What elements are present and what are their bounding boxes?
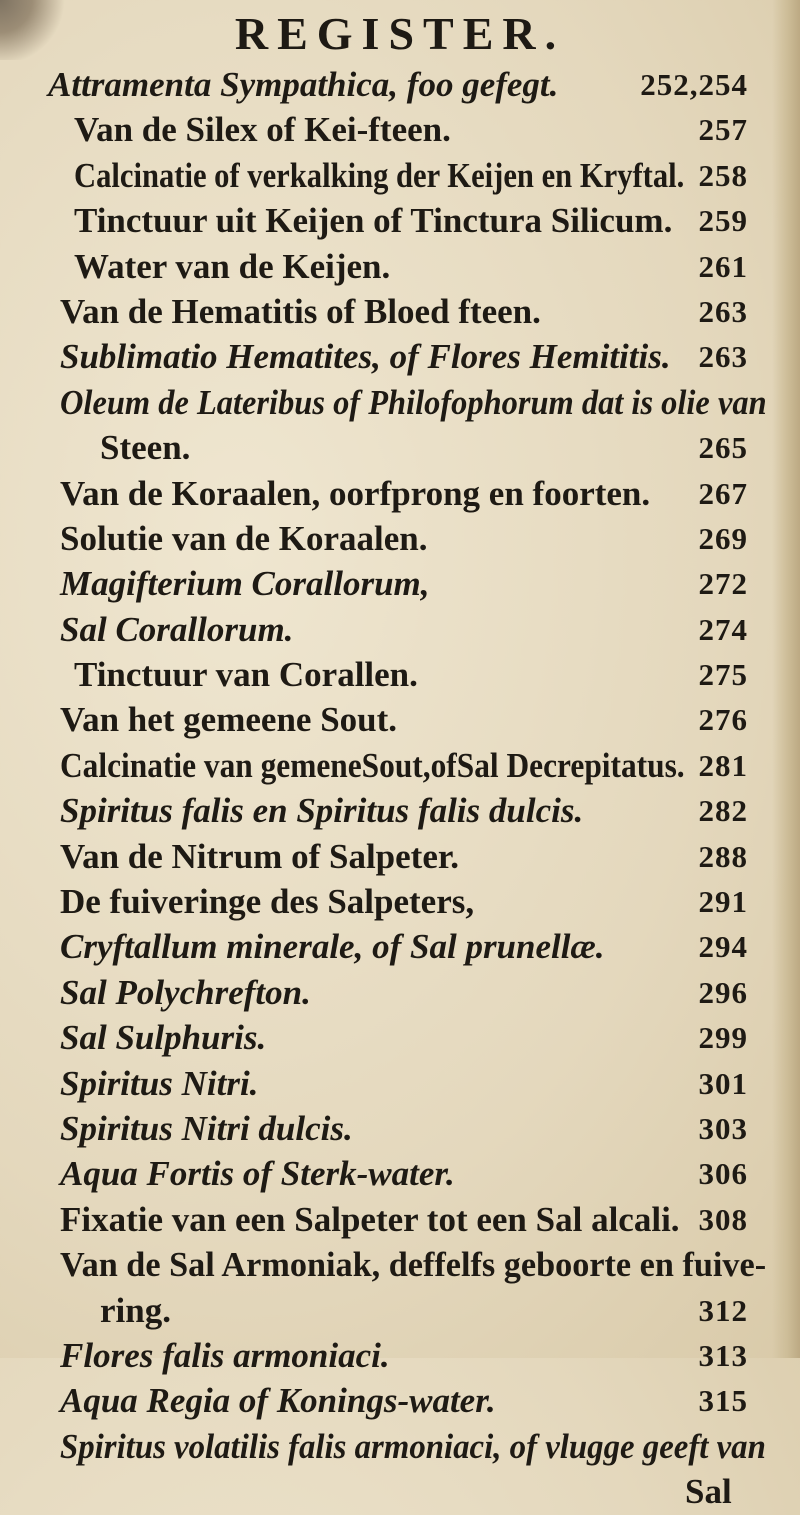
register-entry (0, 471, 800, 516)
entry-page-number: 261 (698, 248, 748, 284)
entry-page-number: 274 (698, 611, 748, 647)
register-entry (0, 1015, 800, 1060)
register-entry (0, 1333, 800, 1378)
page-edge (772, 0, 800, 1358)
entry-title: De fuiveringe des Salpeters, (60, 882, 475, 922)
entry-title: Sal Polychrefton. (60, 972, 311, 1012)
entry-page-number: 296 (698, 974, 748, 1010)
register-entry (0, 788, 800, 833)
register-entry (0, 62, 800, 107)
entry-title: Spiritus volatilis falis armoniaci, of vlugge geeft van (60, 1426, 766, 1466)
entry-page-number: 308 (698, 1201, 748, 1237)
entry-title: Van de Nitrum of Salpeter. (60, 836, 459, 876)
entry-title: Tinctuur uit Keijen of Tinctura Silicum. (74, 201, 673, 241)
register-entry (0, 607, 800, 652)
entry-page-number: 258 (698, 157, 748, 193)
entry-page-number: 294 (698, 929, 748, 965)
entry-page-number: 288 (698, 838, 748, 874)
entry-title: Sublimatio Hematites, of Flores Hemititis. (60, 337, 671, 377)
entry-title: Sal (685, 1472, 732, 1512)
register-entry (0, 244, 800, 289)
entry-page-number: 265 (698, 430, 748, 466)
entry-page-number: 301 (698, 1065, 748, 1101)
entry-page-number: 257 (698, 112, 748, 148)
register-entry (0, 1151, 800, 1196)
register-entry (0, 1106, 800, 1151)
register-entry (0, 924, 800, 969)
register-entry (0, 425, 800, 470)
entry-title: Van de Sal Armoniak, deffelfs geboorte en fuive- (60, 1245, 767, 1285)
register-entry (0, 1197, 800, 1242)
entry-title: Calcinatie van gemeneSout,ofSal Decrepitatus. (60, 745, 685, 785)
entry-page-number: 282 (698, 793, 748, 829)
entry-title: Tinctuur van Corallen. (74, 655, 418, 695)
register-entry (0, 334, 800, 379)
register-entry (0, 380, 800, 425)
entry-page-number: 299 (698, 1020, 748, 1056)
entry-page-number: 312 (698, 1292, 748, 1328)
entry-page-number: 269 (698, 520, 748, 556)
entry-title: Spiritus falis en Spiritus falis dulcis. (60, 791, 584, 831)
entry-page-number: 252,254 (640, 67, 748, 102)
register-entry (0, 1469, 800, 1514)
entry-title: ring. (100, 1290, 171, 1330)
entry-title: Flores falis armoniaci. (60, 1335, 390, 1375)
entry-title: Aqua Regia of Konings-water. (60, 1381, 496, 1421)
entry-title: Spiritus Nitri dulcis. (60, 1108, 353, 1148)
entry-title: Oleum de Lateribus of Philofophorum dat is olie van (60, 382, 767, 422)
entry-page-number: 275 (698, 657, 748, 693)
register-entry (0, 1288, 800, 1333)
register-entry (0, 1061, 800, 1106)
entry-title: Steen. (100, 428, 191, 468)
entry-title: Spiritus Nitri. (60, 1063, 259, 1103)
register-entry (0, 107, 800, 152)
entry-title: Cryftallum minerale, of Sal prunellæ. (60, 927, 605, 967)
register-entry (0, 289, 800, 334)
entry-page-number: 303 (698, 1110, 748, 1146)
register-entry (0, 1424, 800, 1469)
register-entry (0, 743, 800, 788)
register-entry (0, 879, 800, 924)
entry-title: Aqua Fortis of Sterk-water. (60, 1154, 455, 1194)
entry-title: Van de Koraalen, oorfprong en foorten. (60, 473, 651, 513)
register-entry (0, 652, 800, 697)
register-entry (0, 1378, 800, 1423)
register-entry (0, 198, 800, 243)
entry-page-number: 281 (698, 747, 748, 783)
entry-page-number: 267 (698, 475, 748, 511)
entry-page-number: 263 (698, 293, 748, 329)
entry-page-number: 313 (698, 1337, 748, 1373)
entry-title: Solutie van de Koraalen. (60, 518, 428, 558)
entry-page-number: 306 (698, 1156, 748, 1192)
entry-title: Van de Silex of Kei-fteen. (74, 110, 451, 150)
register-entry (0, 970, 800, 1015)
entry-title: Van het gemeene Sout. (60, 700, 398, 740)
entry-page-number: 291 (698, 884, 748, 920)
entry-title: Attramenta Sympathica, foo gefegt. (48, 65, 559, 104)
entry-page-number: 259 (698, 203, 748, 239)
register-entry (0, 1242, 800, 1287)
register-entry (0, 561, 800, 606)
register-entry (0, 697, 800, 742)
entry-title: Sal Corallorum. (60, 609, 294, 649)
register-list (0, 62, 800, 1515)
page-header: REGISTER. (234, 8, 566, 59)
entry-page-number: 272 (698, 566, 748, 602)
entry-title: Water van de Keijen. (74, 246, 391, 286)
entry-title: Fixatie van een Salpeter tot een Sal alcali. (60, 1199, 680, 1239)
register-entry (0, 153, 800, 198)
entry-page-number: 263 (698, 339, 748, 375)
entry-title: Calcinatie of verkalking der Keijen en Kryftal. (74, 155, 685, 195)
register-entry (0, 834, 800, 879)
entry-page-number: 276 (698, 702, 748, 738)
entry-title: Van de Hematitis of Bloed fteen. (60, 291, 541, 331)
entry-title: Sal Sulphuris. (60, 1018, 267, 1058)
entry-page-number: 315 (698, 1383, 748, 1419)
entry-title: Magifterium Corallorum, (60, 564, 430, 604)
register-entry (0, 516, 800, 561)
